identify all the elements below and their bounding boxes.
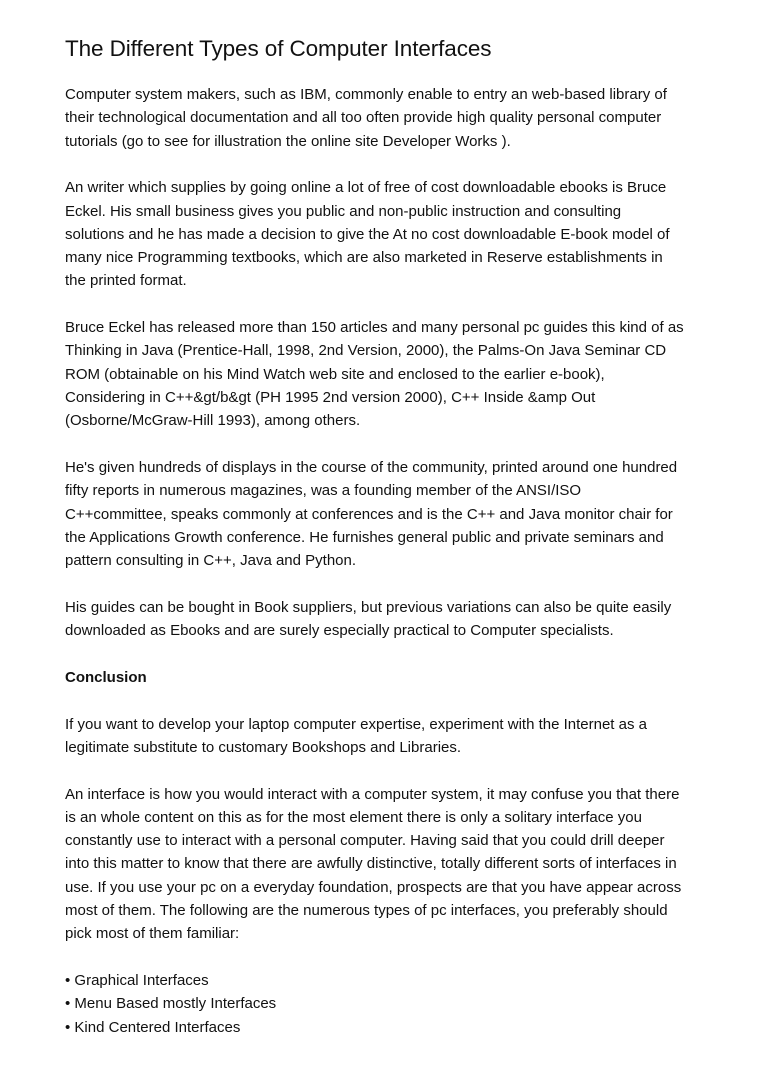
paragraph-bruce-eckel-intro: An writer which supplies by going online a lot of free of cost downloadable ebooks is Bruce Eckel. His small business gives you public and non-public instruction and consulting solutions and he has made a decision to give the At no cost downloadable E-book model of many nice Programming textbooks, which are also marketed in Reserve establishments in the printed format. bbox=[65, 179, 670, 290]
paragraph-interface-intro: An interface is how you would interact with a computer system, it may confuse you that there is an whole content on this as for the most element there is only a solitary interface you constantly use to interact with a personal computer. Having said that you could drill deeper into this matter to know that there are awfully distinctive, totally different sorts of interfaces in use. If you use your pc on a everyday foundation, prospects are that you have appear across most of them. The following are the numerous types of pc interfaces, you preferably should pick most of them familiar: bbox=[65, 785, 682, 943]
paragraph-eckel-publications: Bruce Eckel has released more than 150 articles and many personal pc guides this kind of as Thinking in Java (Prentice-Hall, 1998, 2nd Version, 2000), the Palms-On Java Seminar CD ROM (obtainable on his Mind Watch web site and enclosed to the earlier e-book), Considering in C++&gt/b&gt (PH 1995 2nd version 2000), C++ Inside &amp Out (Osborne/McGraw-Hill 1993), among others. bbox=[65, 319, 684, 430]
document-title: The Different Types of Computer Interfaces bbox=[65, 36, 492, 61]
document-page bbox=[65, 34, 715, 1039]
conclusion-heading: Conclusion bbox=[65, 668, 147, 686]
paragraph-ibm-documentation: Computer system makers, such as IBM, commonly enable to entry an web-based library of their technological documentation and all too often provide high quality personal computer tutorials (go to see for illustration the online site Developer Works ). bbox=[65, 86, 667, 150]
paragraph-conclusion-internet: If you want to develop your laptop computer expertise, experiment with the Internet as a legitimate substitute to customary Bookshops and Libraries. bbox=[65, 715, 647, 756]
interface-types-list bbox=[65, 969, 715, 1039]
paragraph-eckel-guides: His guides can be bought in Book suppliers, but previous variations can also be quite easily downloaded as Ebooks and are surely especially practical to Computer specialists. bbox=[65, 598, 672, 640]
list-item: • Menu Based mostly Interfaces bbox=[65, 992, 715, 1015]
list-item: • Kind Centered Interfaces bbox=[65, 1016, 715, 1039]
paragraph-eckel-displays: He's given hundreds of displays in the course of the community, printed around one hundred fifty reports in numerous magazines, was a founding member of the ANSI/ISO C++committee, speaks commonly at conferences and is the C++ and Java monitor chair for the Applications Growth conference. He furnishes general public and private seminars and pattern consulting in C++, Java and Python. bbox=[65, 459, 678, 570]
list-item: • Graphical Interfaces bbox=[65, 969, 715, 992]
